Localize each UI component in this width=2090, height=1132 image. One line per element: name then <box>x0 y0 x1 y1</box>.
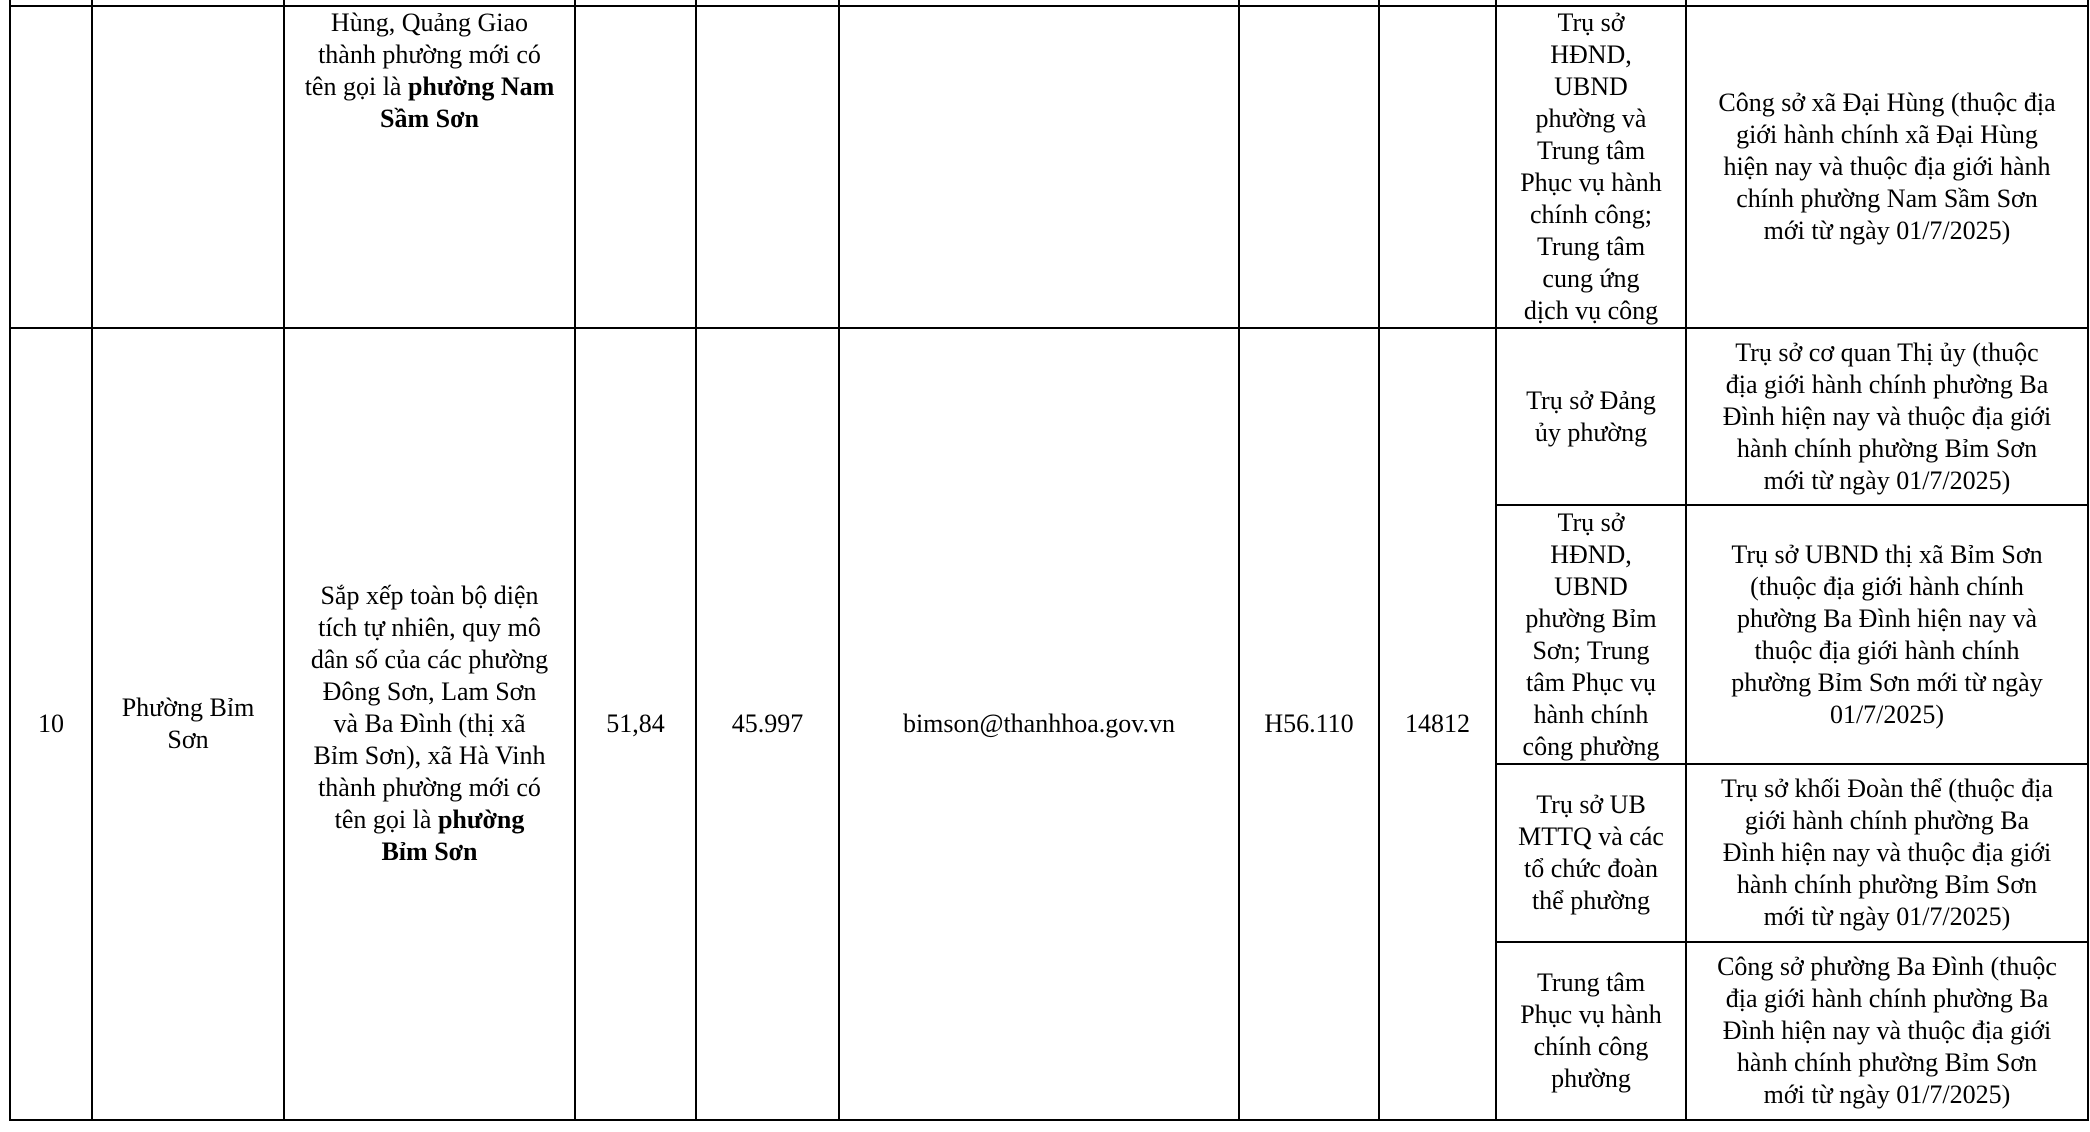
ward-name-cell: Phường Bỉm Sơn <box>92 328 284 1120</box>
code-cell <box>1239 6 1379 328</box>
population-cell: 45.997 <box>696 328 839 1120</box>
office-location-cell: Công sở xã Đại Hùng (thuộc địa giới hành chính xã Đại Hùng hiện nay và thuộc địa giới hành chính phường Nam Sầm Sơn mới từ ngày 01/7/2025) <box>1686 6 2088 328</box>
area-cell: 51,84 <box>575 328 696 1120</box>
ward-name-cell <box>92 6 284 328</box>
document-page <box>9 0 2089 1121</box>
admin-code-cell: 14812 <box>1379 328 1496 1120</box>
area-cell <box>575 6 696 328</box>
new-ward-name: Bỉm Sơn <box>381 837 478 866</box>
email-cell <box>839 6 1239 328</box>
office-location-cell: Công sở phường Ba Đình (thuộc địa giới hành chính phường Ba Đình hiện nay và thuộc địa giới hành chính phường Bỉm Sơn mới từ ngày 01/7/2025) <box>1686 942 2088 1120</box>
office-label-cell: Trụ sở HĐND, UBND phường và Trung tâm Phục vụ hành chính công; Trung tâm cung ứng dịch vụ công <box>1496 6 1686 328</box>
office-location-cell: Trụ sở khối Đoàn thể (thuộc địa giới hành chính phường Ba Đình hiện nay và thuộc địa giới hành chính phường Bỉm Sơn mới từ ngày 01/7/2025) <box>1686 764 2088 942</box>
office-label-cell: Trung tâm Phục vụ hành chính công phường <box>1496 942 1686 1120</box>
new-ward-name: phường Nam Sầm Sơn <box>380 72 555 133</box>
office-location-cell: Trụ sở UBND thị xã Bỉm Sơn (thuộc địa giới hành chính phường Ba Đình hiện nay và thuộc địa giới hành chính phường Bỉm Sơn mới từ ngày 01/7/2025) <box>1686 505 2088 764</box>
merge-description-cell: Sắp xếp toàn bộ diện tích tự nhiên, quy mô dân số của các phường Đông Sơn, Lam Sơn và Ba Đình (thị xã Bỉm Sơn), xã Hà Vinh thành phường mới có tên gọi là phường Bỉm Sơn <box>284 328 575 1120</box>
stt-cell <box>10 6 92 328</box>
merge-description-cell: Hùng, Quảng Giao thành phường mới có tên gọi là phường Nam Sầm Sơn <box>284 6 575 328</box>
office-label-cell: Trụ sở Đảng ủy phường <box>1496 328 1686 505</box>
table-row-continuation <box>10 6 2088 328</box>
office-location-cell: Trụ sở cơ quan Thị ủy (thuộc địa giới hành chính phường Ba Đình hiện nay và thuộc địa giới hành chính phường Bỉm Sơn mới từ ngày 01/7/2025) <box>1686 328 2088 505</box>
stt-cell: 10 <box>10 328 92 1120</box>
office-label-cell: Trụ sở HĐND, UBND phường Bỉm Sơn; Trung tâm Phục vụ hành chính công phường <box>1496 505 1686 764</box>
ward-table <box>9 0 2089 1121</box>
table-row-bimson <box>10 328 2088 505</box>
email-cell: bimson@thanhhoa.gov.vn <box>839 328 1239 1120</box>
population-cell <box>696 6 839 328</box>
admin-code-cell <box>1379 6 1496 328</box>
code-cell: H56.110 <box>1239 328 1379 1120</box>
office-label-cell: Trụ sở UB MTTQ và các tổ chức đoàn thể phường <box>1496 764 1686 942</box>
